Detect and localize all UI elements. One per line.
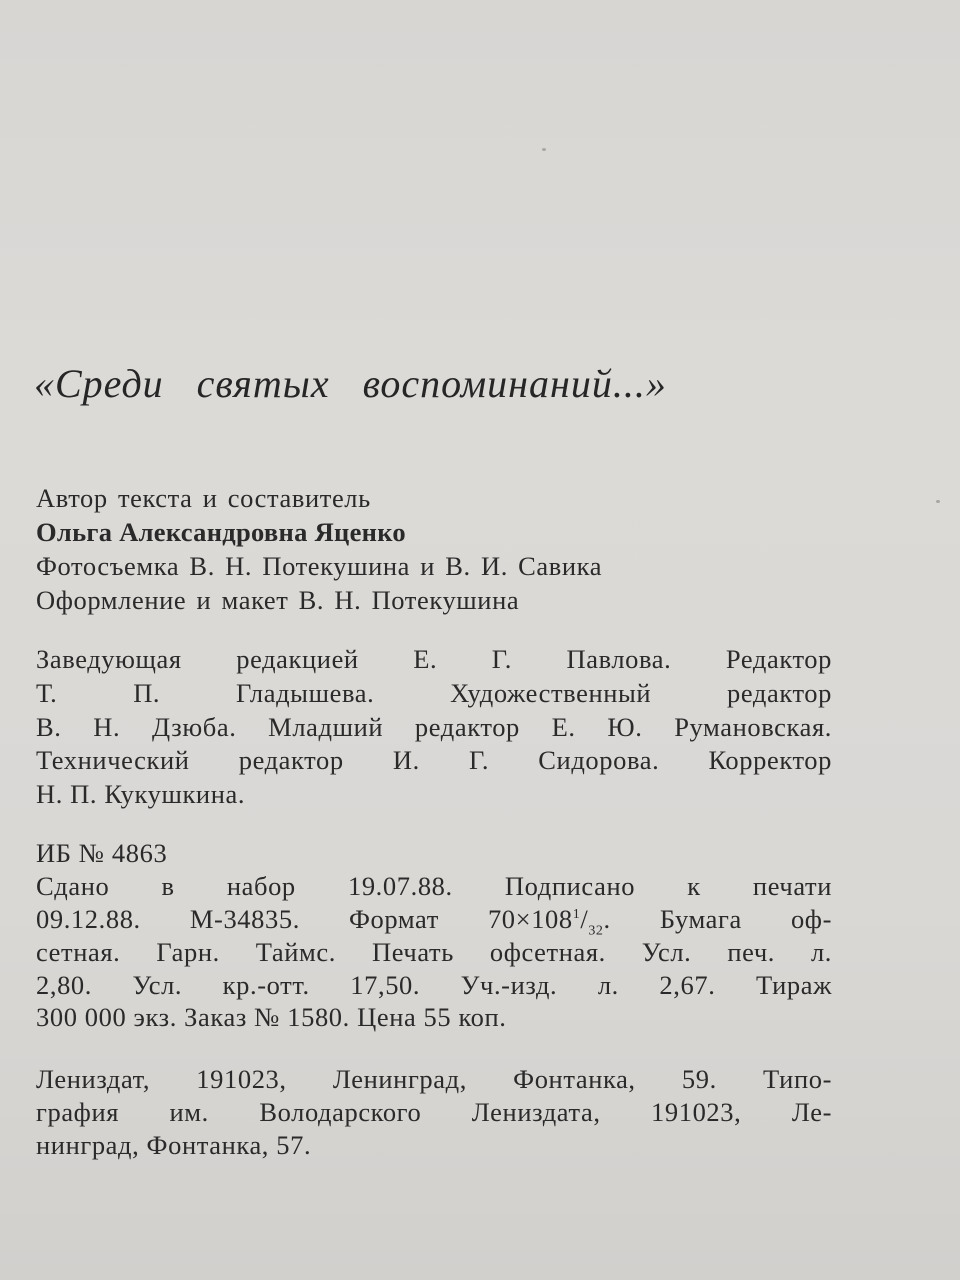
paper-speck bbox=[542, 148, 546, 151]
imprint-line: 300 000 экз. Заказ № 1580. Цена 55 коп. bbox=[36, 1002, 507, 1032]
imprint-line-format bbox=[36, 904, 832, 939]
imprint-format-text: 09.12.88. М-34835. Формат 70×108 bbox=[36, 904, 573, 934]
publisher-line: нинград, Фонтанка, 57. bbox=[36, 1130, 312, 1160]
imprint-line: Сдано в набор 19.07.88. Подписано к печати bbox=[36, 871, 832, 901]
paper-speck bbox=[936, 500, 940, 503]
publisher-line: графия им. Володарского Лениздата, 191023, Ле- bbox=[36, 1097, 832, 1127]
editorial-line: Технический редактор И. Г. Сидорова. Корректор bbox=[36, 745, 832, 775]
photo-credit: Фотосъемка В. Н. Потекушина и В. И. Савика bbox=[36, 551, 603, 581]
author-name: Ольга Александровна Яценко bbox=[36, 517, 406, 547]
format-fraction-numerator: 1 bbox=[572, 907, 581, 923]
editorial-line: В. Н. Дзюба. Младший редактор Е. Ю. Румановская. bbox=[36, 712, 832, 742]
imprint-paper-text: . Бумага оф- bbox=[603, 904, 832, 934]
editorial-line: Н. П. Кукушкина. bbox=[36, 779, 246, 809]
editorial-line: Т. П. Гладышева. Художественный редактор bbox=[36, 678, 832, 708]
imprint-line: сетная. Гарн. Таймс. Печать офсетная. Усл. печ. л. bbox=[36, 937, 832, 967]
design-credit: Оформление и макет В. Н. Потекушина bbox=[36, 585, 520, 615]
ib-number: ИБ № 4863 bbox=[36, 838, 168, 868]
imprint-line: 2,80. Усл. кр.-отт. 17,50. Уч.-изд. л. 2,67. Тираж bbox=[36, 970, 832, 1000]
publisher-line: Лениздат, 191023, Ленинград, Фонтанка, 59. Типо- bbox=[36, 1064, 832, 1094]
author-label: Автор текста и составитель bbox=[36, 483, 371, 513]
format-fraction-denominator: 32 bbox=[588, 923, 604, 939]
format-fraction-slash: / bbox=[580, 904, 589, 934]
book-title: «Среди святых воспоминаний...» bbox=[34, 361, 667, 406]
editorial-line: Заведующая редакцией Е. Г. Павлова. Редактор bbox=[36, 644, 832, 674]
